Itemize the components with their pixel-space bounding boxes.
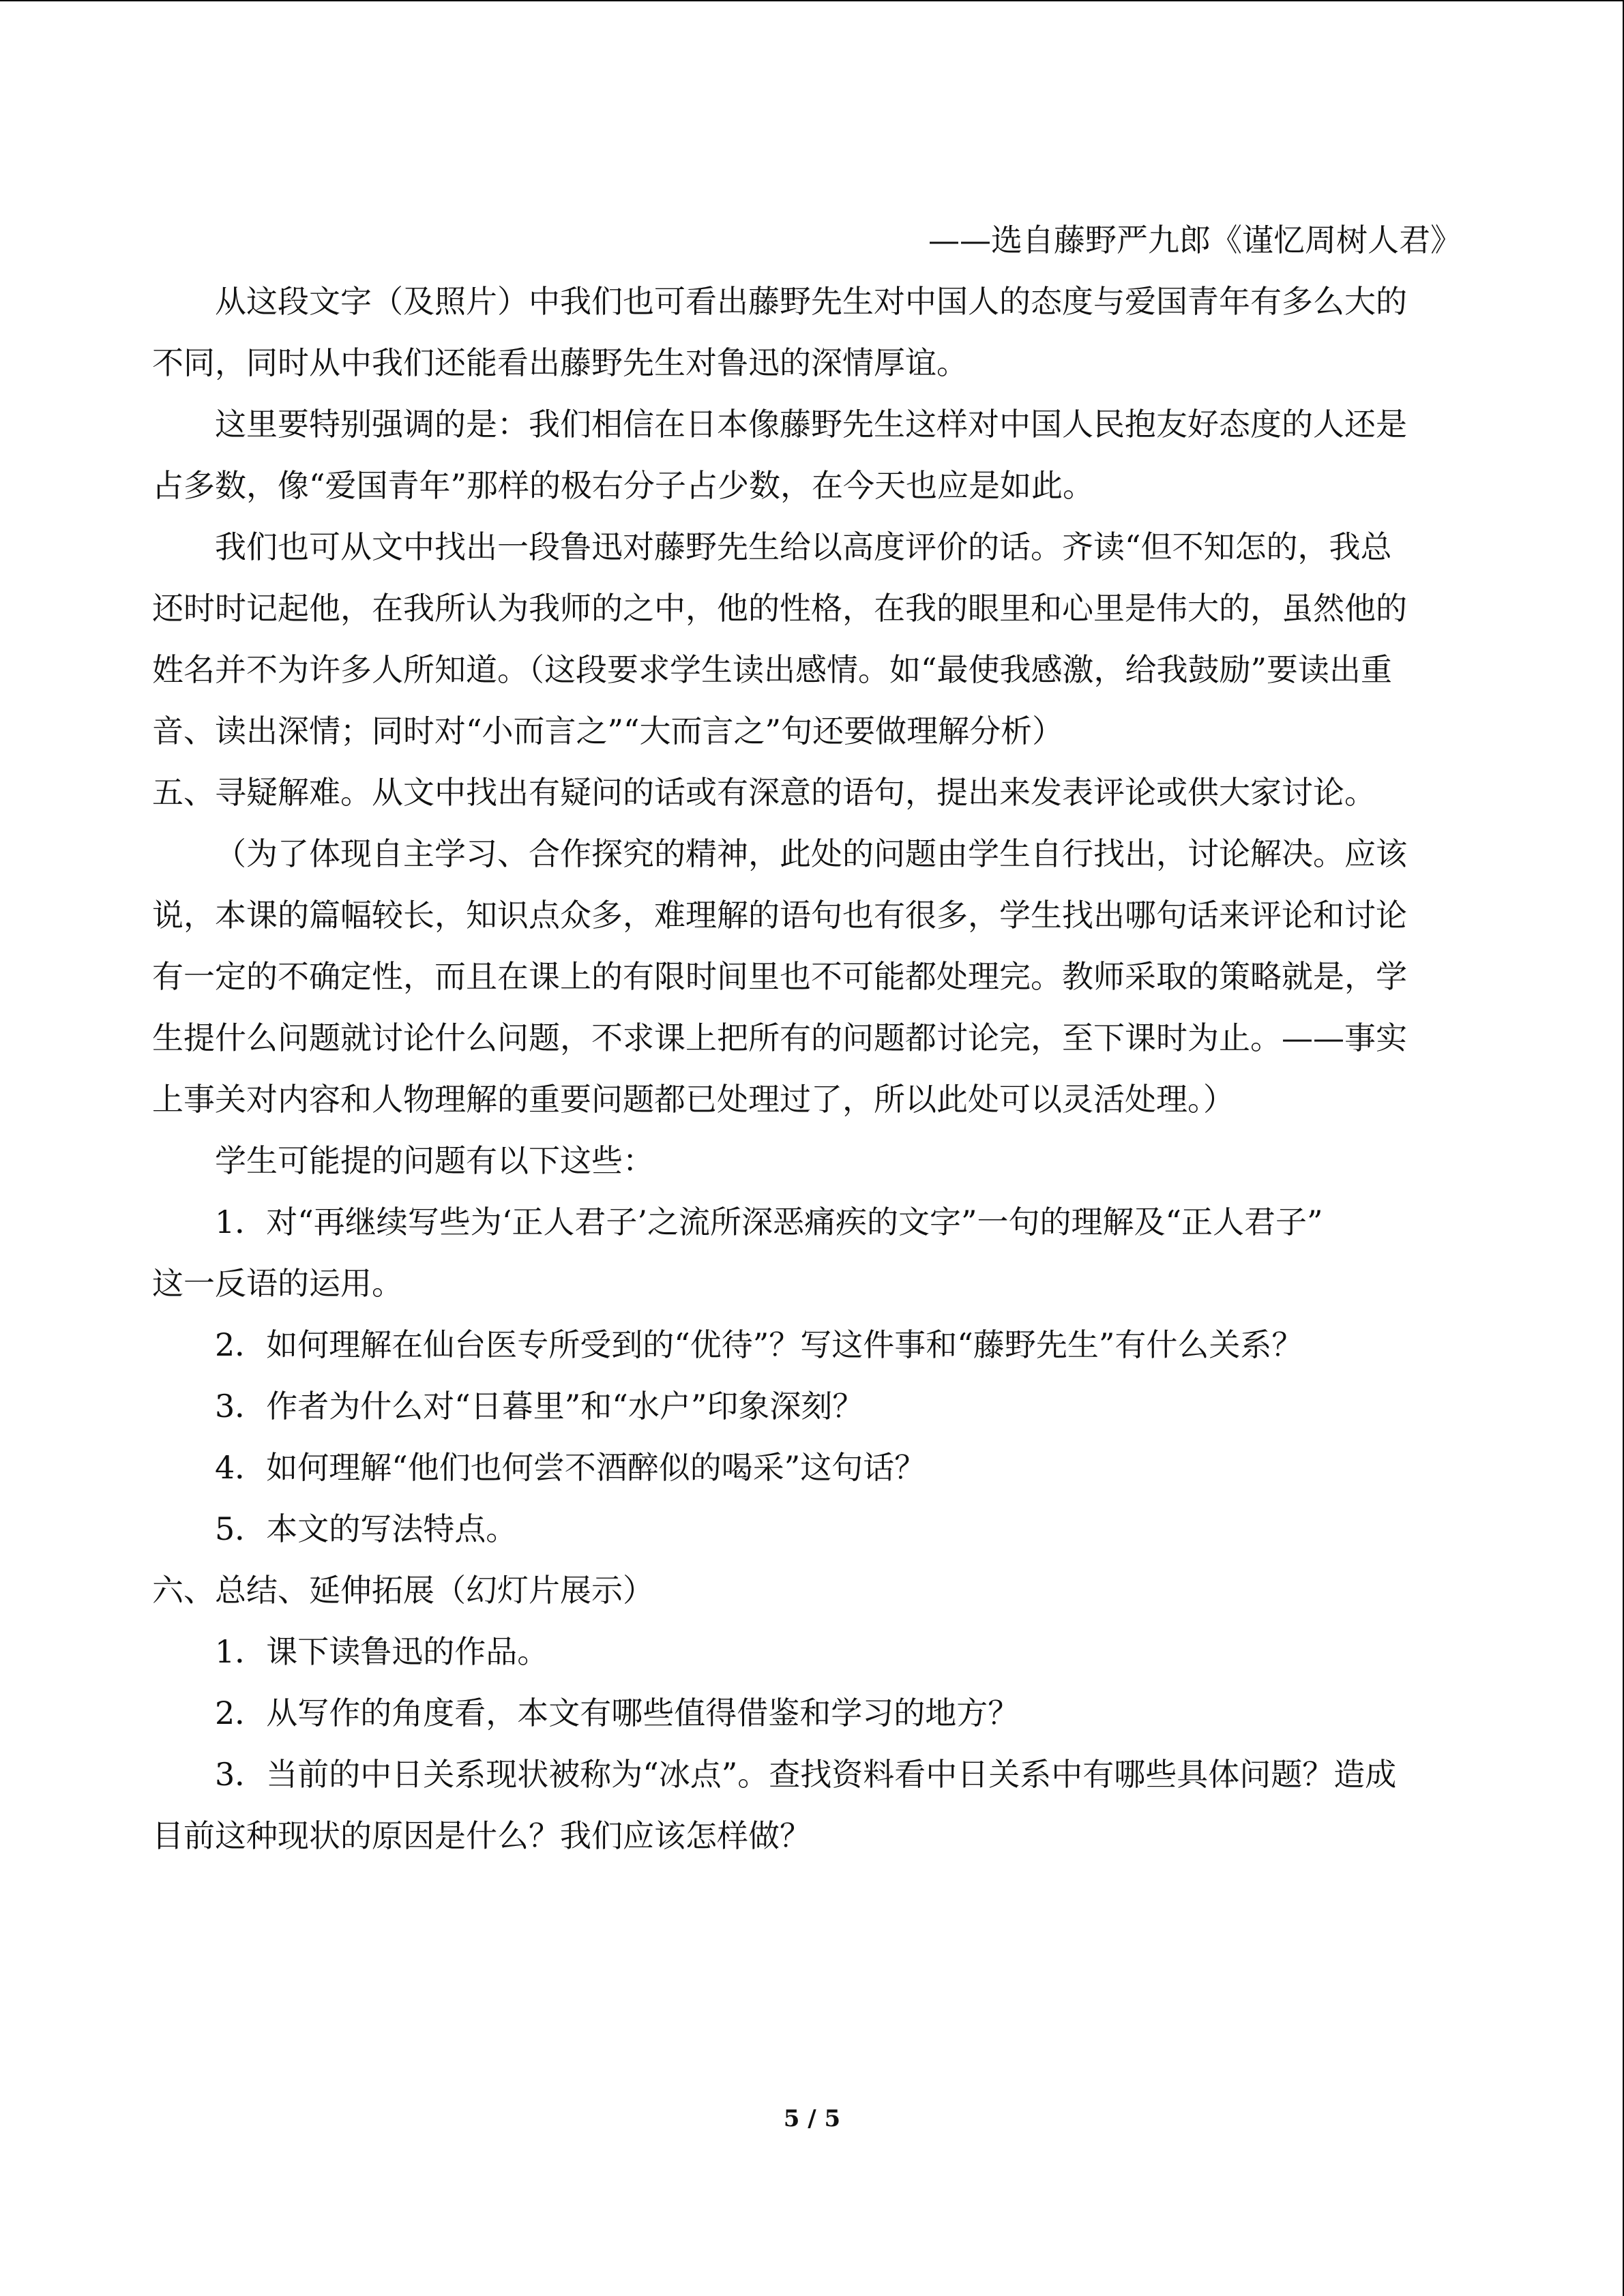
paragraph-line: 5．本文的写法特点。 — [215, 1510, 518, 1547]
page-number: 5 / 5 — [783, 2105, 841, 2132]
paragraph-line: 我们也可从文中找出一段鲁迅对藤野先生给以高度评价的话。齐读“但不知怎的，我总 — [215, 528, 1392, 565]
paragraph-line: 上事关对内容和人物理解的重要问题都已处理过了，所以此处可以灵活处理。） — [152, 1081, 1235, 1118]
paragraph-line: 姓名并不为许多人所知道。（这段要求学生读出感情。如“最使我感激，给我鼓励”要读出重 — [152, 651, 1393, 688]
paragraph-line: 这里要特别强调的是：我们相信在日本像藤野先生这样对中国人民抱友好态度的人还是 — [215, 406, 1407, 443]
paragraph-line: 3．当前的中日关系现状被称为“冰点”。查找资料看中日关系中有哪些具体问题？造成 — [215, 1756, 1397, 1793]
paragraph-line: 这一反语的运用。 — [152, 1265, 403, 1302]
paragraph-line: 4．如何理解“他们也何尝不酒醉似的喝采”这句话？ — [215, 1449, 926, 1486]
question-item-3 — [152, 1375, 1475, 1437]
paragraph-line: 目前这种现状的原因是什么？我们应该怎样做？ — [152, 1817, 811, 1854]
paragraph-line: 从这段文字（及照片）中我们也可看出藤野先生对中国人的态度与爱国青年有多么大的 — [215, 283, 1407, 320]
question-item-5 — [152, 1498, 1475, 1560]
extension-item-2 — [152, 1682, 1475, 1744]
paragraph — [152, 1130, 1475, 1191]
source-attribution: ——选自藤野严九郎《谨忆周树人君》 — [928, 222, 1462, 258]
paragraph-line: 2．如何理解在仙台医专所受到的“优待”？写这件事和“藤野先生”有什么关系？ — [215, 1326, 1303, 1363]
paragraph-line: 音、读出深情；同时对“小而言之”“大而言之”句还要做理解分析） — [152, 713, 1064, 749]
paragraph-line: 学生可能提的问题有以下这些： — [215, 1142, 654, 1179]
document-body — [152, 209, 1475, 1866]
paragraph-line: 1．课下读鲁迅的作品。 — [215, 1633, 549, 1670]
question-item-2 — [152, 1314, 1475, 1375]
section-heading-line: 五、寻疑解难。从文中找出有疑问的话或有深意的语句，提出来发表评论或供大家讨论。 — [152, 774, 1376, 811]
section-heading-6 — [152, 1560, 1475, 1621]
paragraph — [152, 516, 1475, 762]
extension-item-3 — [152, 1744, 1475, 1866]
extension-item-1 — [152, 1621, 1475, 1682]
question-item-4 — [152, 1437, 1475, 1498]
question-item-1 — [152, 1191, 1475, 1314]
paragraph — [152, 393, 1475, 516]
paragraph-line: 3．作者为什么对“日暮里”和“水户”印象深刻？ — [215, 1388, 864, 1425]
paragraph-line: 还时时记起他，在我所认为我师的之中，他的性格，在我的眼里和心里是伟大的，虽然他的 — [152, 590, 1407, 627]
paragraph-line: 不同，同时从中我们还能看出藤野先生对鲁迅的深情厚谊。 — [152, 344, 968, 381]
paragraph-line: 生提什么问题就讨论什么问题，不求课上把所有的问题都讨论完，至下课时为止。——事实 — [152, 1019, 1407, 1056]
section-heading-5 — [152, 762, 1475, 823]
paragraph — [152, 823, 1475, 1130]
section-heading-line: 六、总结、延伸拓展（幻灯片展示） — [152, 1572, 654, 1609]
paragraph-line: 占多数，像“爱国青年”那样的极右分子占少数，在今天也应是如此。 — [152, 467, 1095, 504]
paragraph-line: 2．从写作的角度看，本文有哪些值得借鉴和学习的地方？ — [215, 1695, 1020, 1731]
paragraph-line: 有一定的不确定性，而且在课上的有限时间里也不可能都处理完。教师采取的策略就是，学 — [152, 958, 1407, 995]
paragraph-line: （为了体现自主学习、合作探究的精神，此处的问题由学生自行找出，讨论解决。应该 — [215, 835, 1407, 872]
paragraph-line: 1．对“再继续写些为‘正人君子’之流所深恶痛疾的文字”一句的理解及“正人君子” — [215, 1204, 1323, 1240]
paragraph-line: 说，本课的篇幅较长，知识点众多，难理解的语句也有很多，学生找出哪句话来评论和讨论 — [152, 897, 1407, 934]
paragraph — [152, 271, 1475, 393]
